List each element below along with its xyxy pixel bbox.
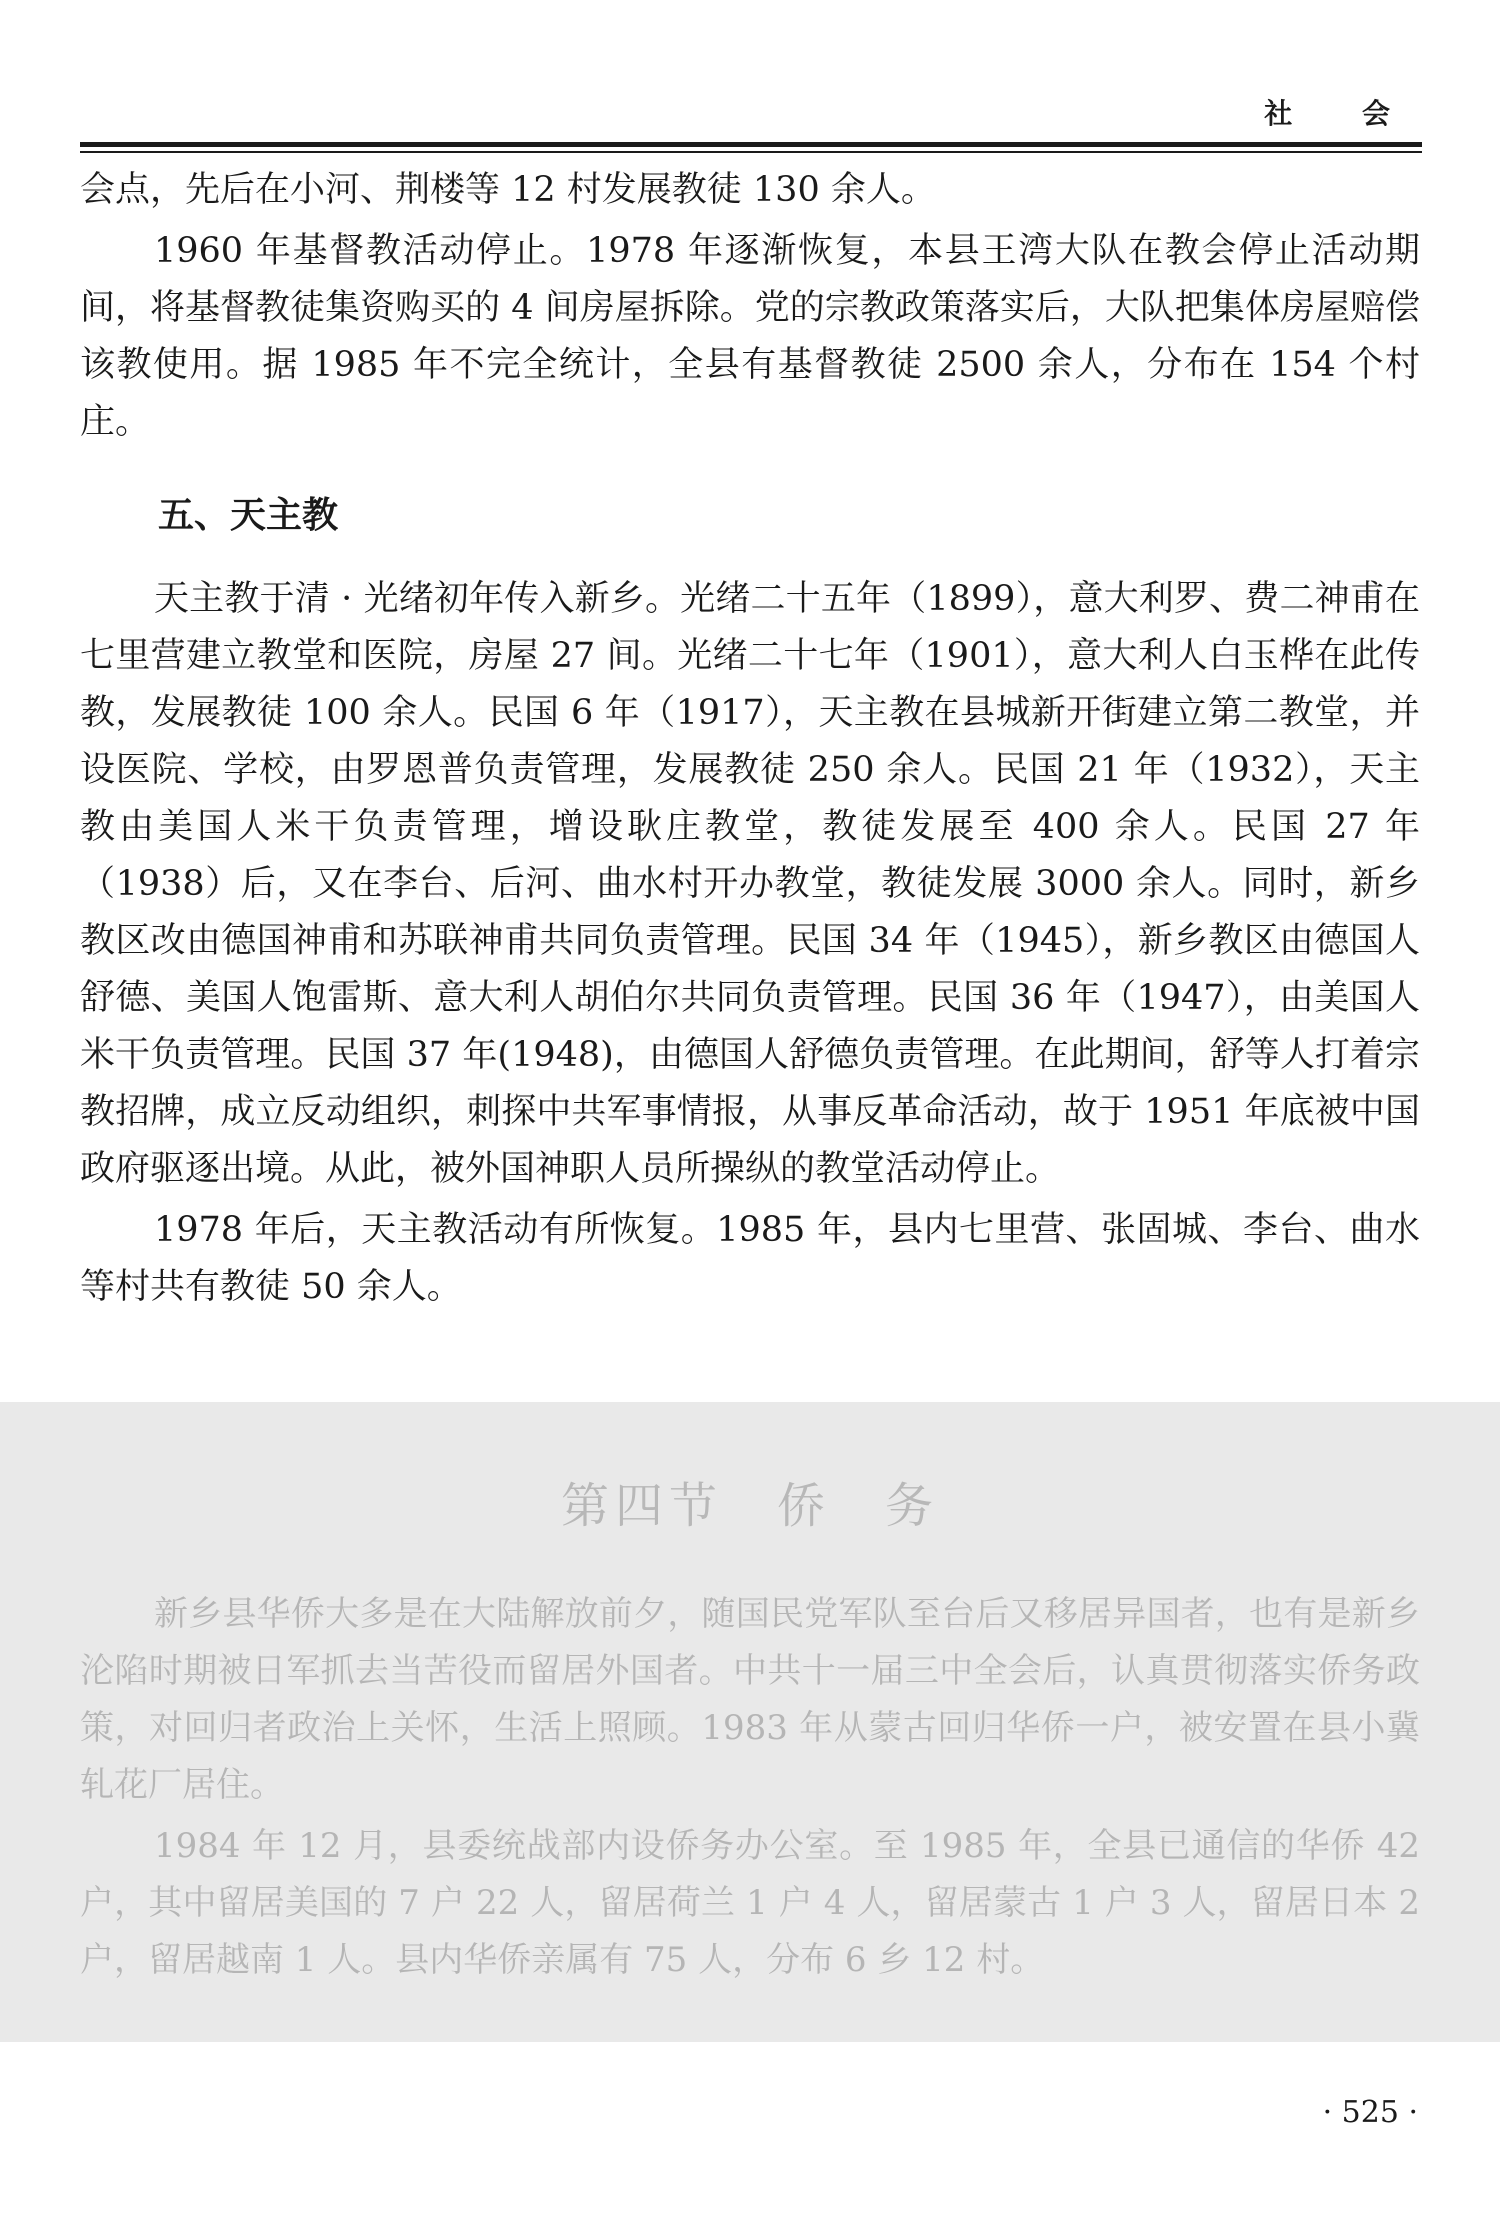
paragraph-overseas-1: 新乡县华侨大多是在大陆解放前夕，随国民党军队至台后又移居异国者，也有是新乡沦陷时期被日军抓去当苦役而留居外国者。中共十一届三中全会后，认真贯彻落实侨务政策，对回归者政治上关怀，生活上照顾。1983 年从蒙古回归华侨一户，被安置在县小冀轧花厂居住。 bbox=[80, 1594, 1420, 1805]
running-header: 社 会 bbox=[1264, 97, 1420, 130]
page-number: · 525 · bbox=[1322, 2095, 1418, 2130]
paragraph-christianity-1960: 1960 年基督教活动停止。1978 年逐渐恢复，本县王湾大队在教会停止活动期间，将基督教徒集资购买的 4 间房屋拆除。党的宗教政策落实后，大队把集体房屋赔偿该教使用。据 1985 年不完全统计，全县有基督教徒 2500 余人，分布在 154 个村庄。 bbox=[80, 231, 1420, 442]
paragraph-catholicism-1978: 1978 年后，天主教活动有所恢复。1985 年，县内七里营、张固城、李台、曲水等村共有教徒 50 余人。 bbox=[80, 1210, 1420, 1307]
section-title-overseas-affairs: 第四节 侨 务 bbox=[560, 1478, 939, 1534]
main-content bbox=[80, 162, 1420, 1320]
header-rule-thin bbox=[80, 151, 1422, 153]
overseas-chinese-section bbox=[0, 1402, 1500, 2042]
paragraph-continuation: 会点，先后在小河、荆楼等 12 村发展教徒 130 余人。 bbox=[80, 170, 936, 210]
heading-catholicism: 五、天主教 bbox=[158, 495, 339, 536]
paragraph-overseas-2: 1984 年 12 月，县委统战部内设侨务办公室。至 1985 年，全县已通信的华侨 42 户，其中留居美国的 7 户 22 人，留居荷兰 1 户 4 人，留居蒙古 1 户 3 人，留居日本 2 户，留居越南 1 人。县内华侨亲属有 75 人，分布 6 乡 12 村。 bbox=[80, 1826, 1420, 1980]
header-rule-thick bbox=[80, 142, 1422, 147]
paragraph-catholicism-history: 天主教于清 · 光绪初年传入新乡。光绪二十五年（1899），意大利罗、费二神甫在七里营建立教堂和医院，房屋 27 间。光绪二十七年（1901），意大利人白玉桦在此传教，发展教徒 100 余人。民国 6 年（1917），天主教在县城新开街建立第二教堂，并设医院、学校，由罗恩普负责管理，发展教徒 250 余人。民国 21 年（1932），天主教由美国人米干负责管理，增设耿庄教堂，教徒发展至 400 余人。民国 27 年（1938）后，又在李台、后河、曲水村开办教堂，教徒发展 3000 余人。同时，新乡教区改由德国神甫和苏联神甫共同负责管理。民国 34 年（1945），新乡教区由德国人舒德、美国人饱雷斯、意大利人胡伯尔共同负责管理。民国 36 年（1947），由美国人米干负责管理。民国 37 年(1948)，由德国人舒德负责管理。在此期间，舒等人打着宗教招牌，成立反动组织，刺探中共军事情报，从事反革命活动，故于 1951 年底被中国政府驱逐出境。从此，被外国神职人员所操纵的教堂活动停止。 bbox=[80, 579, 1421, 1189]
